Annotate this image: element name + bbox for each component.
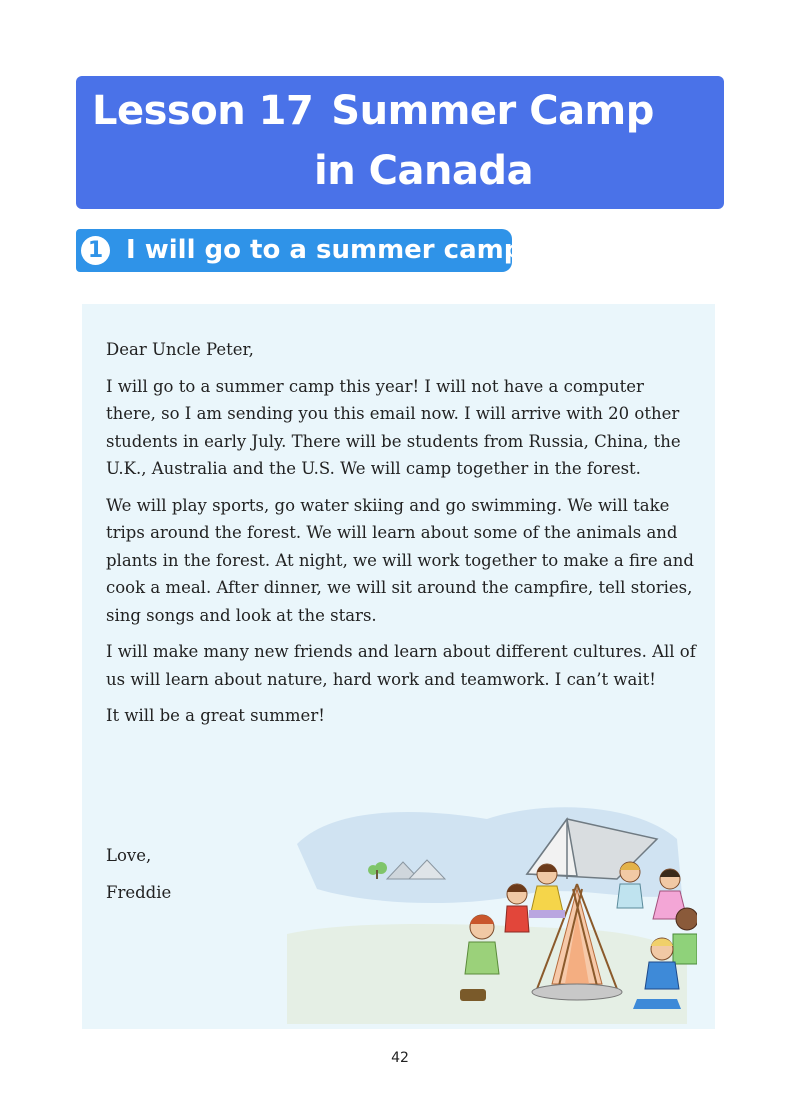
section-number-badge: 1 — [81, 236, 110, 265]
letter-paragraph-1: I will go to a summer camp this year! I will not have a computer there, so I am sending you this email now. I will arrive with 20 other students in early July. There will be students from Russia, China, the U.K., Australia and the U.S. We will camp together in the forest. — [106, 376, 681, 478]
letter-greeting: Dear Uncle Peter, — [106, 340, 254, 359]
section-title: I will go to a summer camp! — [126, 235, 535, 265]
letter-panel — [82, 304, 715, 1029]
campfire-illustration — [277, 784, 697, 1034]
child-right-green — [673, 908, 697, 964]
lesson-title-banner — [76, 76, 724, 209]
letter-closing: Love, — [106, 846, 152, 865]
child-behind-fire — [617, 862, 643, 908]
letter-signature: Freddie — [106, 882, 172, 902]
lesson-title-line1: Summer Camp — [331, 88, 654, 134]
page-number: 42 — [391, 1050, 409, 1066]
letter-body — [106, 336, 696, 739]
letter-paragraph-4: It will be a great summer! — [106, 706, 325, 725]
letter-paragraph-3: I will make many new friends and learn about different cultures. All of us will learn about nature, hard work and teamwork. I can’t wait! — [106, 642, 696, 689]
child-left-back — [505, 884, 529, 932]
letter-signoff — [106, 842, 171, 915]
section-heading — [76, 229, 535, 272]
lesson-number: Lesson 17 — [92, 88, 314, 134]
letter-paragraph-2: We will play sports, go water skiing and go swimming. We will take trips around the forest. We will learn about some of the animals and plants in the forest. At night, we will work together to make a fire and cook a meal. After dinner, we will sit around the campfire, tell stories, sing songs and look at the stars. — [106, 495, 694, 625]
lesson-title-line2: in Canada — [314, 148, 534, 194]
